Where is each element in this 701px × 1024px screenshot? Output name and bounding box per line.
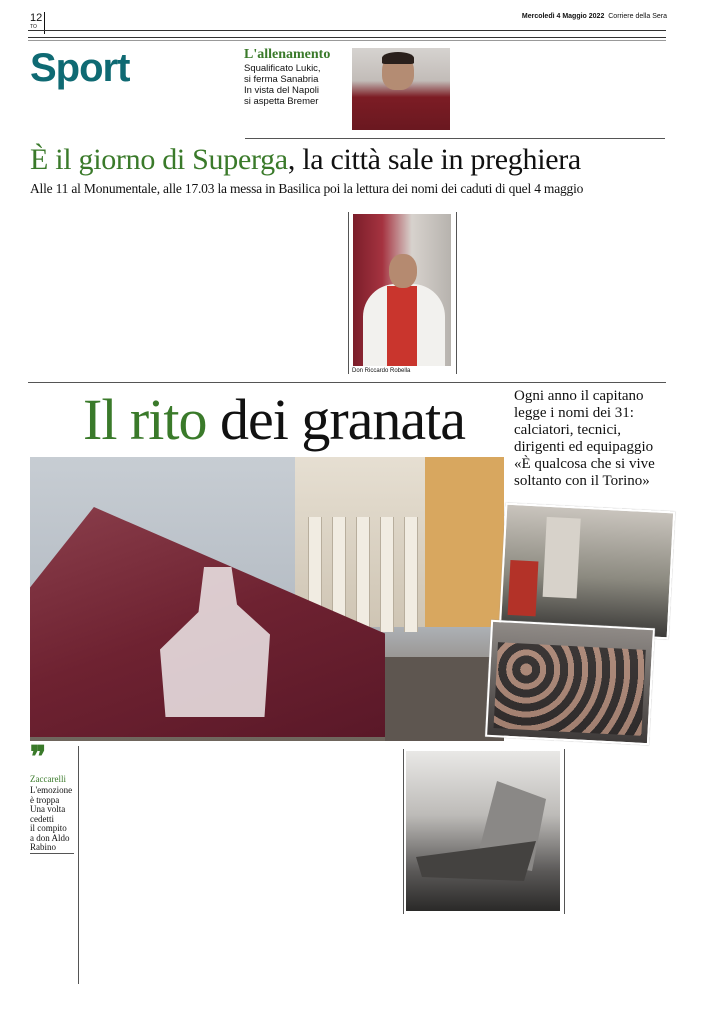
teaser-line: si aspetta Bremer: [244, 96, 319, 107]
teaser-text[interactable]: [244, 63, 348, 107]
feature-deck: [514, 388, 674, 490]
header-thin-rule: [28, 40, 666, 41]
quote-mark-icon: ❞: [30, 741, 47, 774]
quote-rule: [30, 853, 74, 854]
headline-highlight: È il giorno di Superga: [30, 143, 288, 176]
page-number: 12 TO: [30, 12, 43, 30]
basilica-flag-photo[interactable]: [30, 457, 504, 741]
priest-head: [389, 254, 417, 288]
feature-title[interactable]: [83, 386, 465, 453]
teaser-player-photo[interactable]: [352, 48, 450, 130]
teaser-line: Squalificato Lukic,: [244, 63, 321, 74]
article-headline[interactable]: [30, 143, 581, 177]
quote-line: Rabino: [30, 842, 56, 852]
quote-line: cedetti: [30, 813, 54, 824]
teaser-kicker[interactable]: L'allenamento: [244, 47, 331, 62]
feature-title-highlight: Il rito: [83, 387, 207, 452]
quote-line: il compito: [30, 823, 67, 833]
quote-line: L'emozione: [30, 785, 73, 795]
player-hair: [382, 52, 414, 64]
quote-line: Una volta: [30, 804, 66, 814]
teaser-line: si ferma Sanabria: [244, 74, 319, 85]
priest-stole: [387, 286, 417, 366]
headline-rule: [245, 138, 665, 139]
quote-line: è troppa: [30, 794, 60, 805]
basilica-column: [380, 517, 394, 632]
crowd-photo[interactable]: [485, 620, 655, 745]
plane-wreck-photo[interactable]: [406, 751, 560, 911]
deck-line: Ogni anno il capitano: [514, 388, 644, 404]
teaser-line: In vista del Napoli: [244, 85, 319, 96]
basilica-column: [404, 517, 418, 632]
quote-text: [30, 786, 76, 853]
priest-photo[interactable]: [353, 214, 451, 366]
headline-rest: , la città sale in preghiera: [287, 143, 581, 176]
deck-line: dirigenti ed equipaggio: [514, 439, 654, 455]
column-divider: [78, 746, 79, 984]
section-title: Sport: [30, 46, 130, 90]
deck-line: «È qualcosa che si vive: [514, 456, 655, 472]
photo-caption: Don Riccardo Robella: [352, 368, 411, 374]
memorial-banner: [508, 560, 539, 616]
dateline: [522, 13, 667, 20]
memorial-cross: [543, 517, 581, 599]
main-rule: [28, 382, 666, 383]
deck-line: legge i nomi dei 31:: [514, 405, 634, 421]
basilica-column: [356, 517, 370, 632]
crowd-heads: [494, 642, 646, 736]
issue-date: Mercoledì 4 Maggio 2022: [521, 13, 605, 20]
quote-author: Zaccarelli: [30, 774, 66, 784]
header-double-rule: [28, 30, 666, 38]
basilica-wall: [425, 457, 504, 627]
feature-title-rest: dei granata: [206, 387, 465, 452]
quote-line: a don Aldo: [30, 832, 70, 843]
article-subhead: Alle 11 al Monumentale, alle 17.03 la messa in Basilica poi la lettura dei nomi dei caduti di quel 4 maggio: [30, 181, 584, 196]
publication-name: Corriere della Sera: [608, 13, 667, 20]
page-edition: TO: [30, 24, 37, 30]
deck-line: calciatori, tecnici,: [514, 422, 622, 438]
deck-line: soltanto con il Torino»: [514, 473, 650, 489]
memorial-photo[interactable]: [499, 503, 675, 640]
wreck-fuselage: [416, 841, 536, 881]
